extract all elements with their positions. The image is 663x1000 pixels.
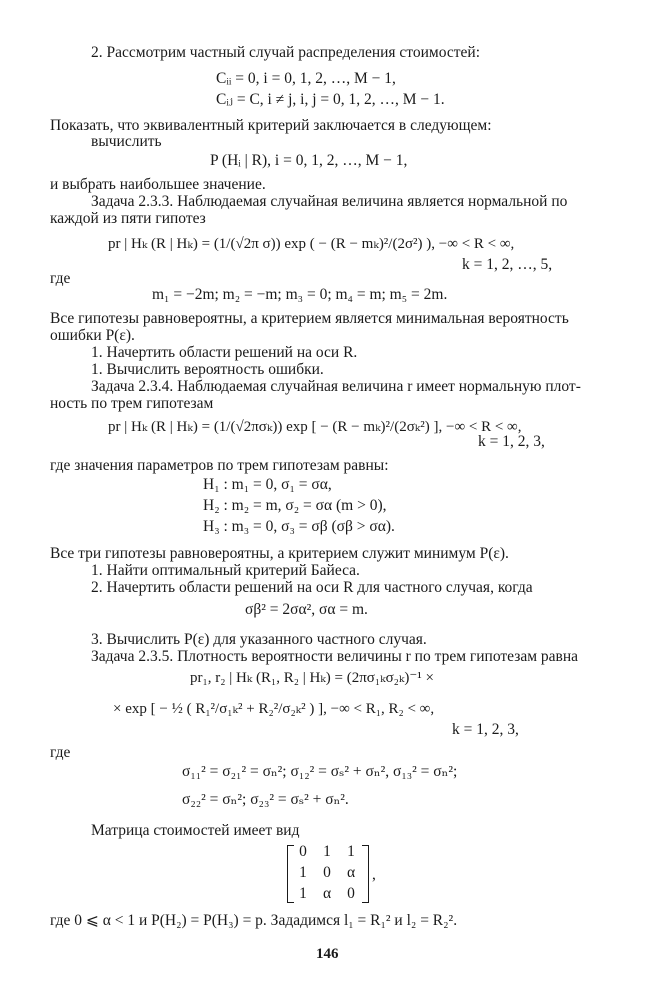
problem-2-3-4-heading: Задача 2.3.4. Наблюдаемая случайная величина r имеет нормальную плот-: [91, 378, 581, 395]
paragraph-line: вычислить: [91, 133, 162, 150]
paragraph-line: где значения параметров по трем гипотезам равны:: [50, 457, 389, 474]
paragraph-line: каждой из пяти гипотез: [50, 210, 206, 227]
matrix-trailing-comma: ,: [372, 866, 376, 883]
paragraph-line: и выбрать наибольшее значение.: [50, 176, 266, 193]
formula-hypothesis-1: H₁ : m₁ = 0, σ₁ = σα,: [203, 476, 332, 493]
list-item: 1. Найти оптимальный критерий Байеса.: [91, 562, 360, 579]
item-2-text: 2. Рассмотрим частный случай распределения стоимостей:: [91, 44, 480, 61]
problem-2-3-5-heading: Задача 2.3.5. Плотность вероятности величины r по трем гипотезам равна: [91, 648, 579, 665]
paragraph-line: ошибки P(ε).: [50, 327, 135, 344]
paragraph-line: Матрица стоимостей имеет вид: [91, 822, 300, 839]
formula-k-range: k = 1, 2, 3,: [478, 433, 545, 450]
formula-cij: Cᵢⱼ = C, i ≠ j, i, j = 0, 1, 2, …, M − 1.: [216, 91, 445, 108]
matrix-cell: 0: [347, 885, 355, 902]
list-item: 1. Начертить области решений на оси R.: [91, 344, 358, 361]
matrix-cell: 1: [299, 864, 307, 881]
paragraph-line: где: [50, 744, 71, 761]
paragraph-line: где 0 ⩽ α < 1 и P(H₂) = P(H₃) = p. Зададимся l₁ = R₁² и l₂ = R₂².: [50, 912, 458, 929]
matrix-cell: 0: [323, 864, 331, 881]
matrix-cell: 1: [323, 843, 331, 860]
paragraph-line: где: [50, 270, 71, 287]
formula-k-range: k = 1, 2, 3,: [452, 721, 519, 738]
formula-variances-2: σ₂₂² = σₙ²; σ₂₃² = σₛ² + σₙ².: [182, 791, 349, 808]
paragraph-line: Показать, что эквивалентный критерий заключается в следующем:: [50, 117, 492, 134]
list-item: 1. Вычислить вероятность ошибки.: [91, 361, 324, 378]
formula-k-range: k = 1, 2, …, 5,: [462, 256, 553, 273]
page-number: 146: [316, 946, 339, 962]
formula-exp-term: × exp [ − ½ ( R₁²/σ₁ₖ² + R₂²/σ₂ₖ² ) ], −∞ < R₁, R₂ < ∞,: [113, 701, 435, 717]
matrix-cell: 1: [347, 843, 355, 860]
list-item: 2. Начертить области решений на оси R для частного случая, когда: [91, 579, 533, 596]
paragraph-line: Все гипотезы равновероятны, а критерием является минимальная вероятность: [50, 310, 569, 327]
formula-density-3: pr | Hₖ (R | Hₖ) = (1/(√2πσₖ)) exp [ − (R − mₖ)²/(2σₖ²) ], −∞ < R < ∞,: [108, 419, 522, 435]
problem-2-3-3-heading: Задача 2.3.3. Наблюдаемая случайная величина является нормальной по: [91, 193, 568, 210]
formula-density-5: pr | Hₖ (R | Hₖ) = (1/(√2π σ)) exp ( − (R − mₖ)²/(2σ²) ), −∞ < R < ∞,: [108, 236, 515, 252]
matrix-cell: α: [322, 885, 332, 902]
paragraph-line: Все три гипотезы равновероятны, а критерием служит минимум P(ε).: [50, 545, 509, 562]
formula-joint-density: pr₁, r₂ | Hₖ (R₁, R₂ | Hₖ) = (2πσ₁ₖσ₂ₖ)⁻¹ ×: [190, 670, 434, 686]
matrix-cell: 1: [299, 885, 307, 902]
formula-means: m₁ = −2m; m₂ = −m; m₃ = 0; m₄ = m; m₅ = 2m.: [152, 286, 448, 303]
formula-cii: Cᵢᵢ = 0, i = 0, 1, 2, …, M − 1,: [216, 70, 396, 87]
formula-posterior: P (Hᵢ | R), i = 0, 1, 2, …, M − 1,: [210, 152, 408, 169]
list-item: 3. Вычислить P(ε) для указанного частного случая.: [91, 631, 427, 648]
formula-variances-1: σ₁₁² = σ₂₁² = σₙ²; σ₁₂² = σₛ² + σₙ², σ₁₃² = σₙ²;: [182, 763, 458, 780]
paragraph-line: ность по трем гипотезам: [50, 395, 214, 412]
matrix-cell: 0: [299, 843, 307, 860]
formula-hypothesis-3: H₃ : m₃ = 0, σ₃ = σβ (σβ > σα).: [203, 518, 395, 535]
formula-hypothesis-2: H₂ : m₂ = m, σ₂ = σα (m > 0),: [203, 497, 387, 514]
formula-special-case: σβ² = 2σα², σα = m.: [245, 601, 368, 618]
matrix-cell: α: [346, 864, 356, 881]
